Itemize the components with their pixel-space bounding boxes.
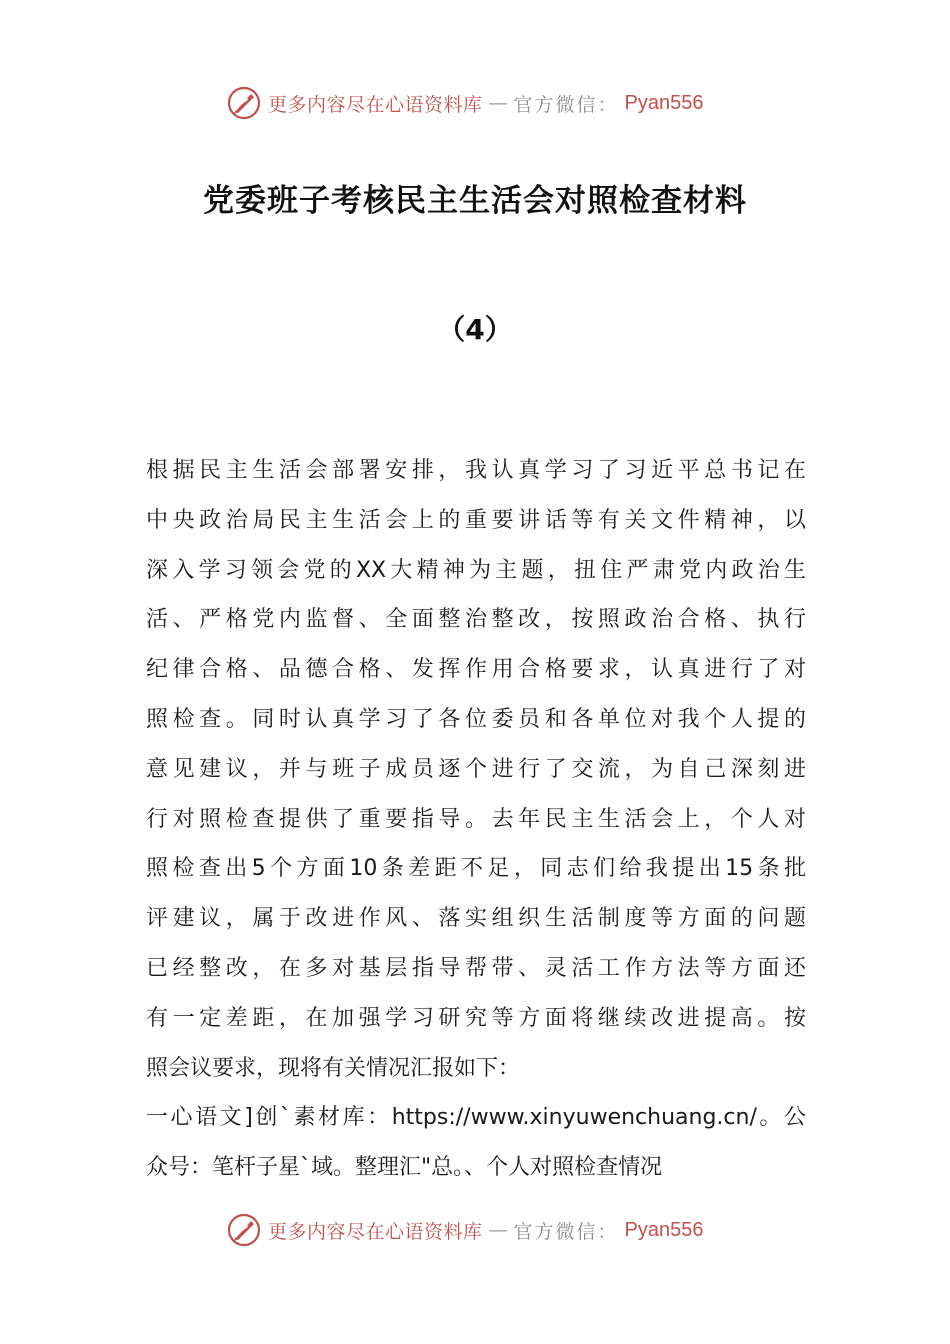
- banner-main-text: 更多内容尽在心语资料库: [268, 1220, 483, 1243]
- body-line: 有一定差距，在加强学习研究等方面将继续改进提高。按: [146, 1005, 806, 1031]
- banner-account-id: Pyan556: [624, 91, 704, 114]
- banner-separator: —: [488, 92, 508, 114]
- body-line: 照检查出5个方面10条差距不足，同志们给我提出15条批: [146, 856, 806, 882]
- body-line: 深入学习领会党的XX大精神为主题，扭住严肃党内政治生: [146, 557, 806, 583]
- footer-banner: [226, 1210, 704, 1250]
- body-line: 照会议要求，现将有关情况汇报如下：: [146, 1055, 521, 1081]
- body-line-link: 一心语文]创`素材库：https://www.xinyuwenchuang.cn/。公: [146, 1105, 806, 1131]
- banner-account-id: Pyan556: [624, 1218, 704, 1241]
- quill-logo-icon: [226, 1212, 262, 1248]
- body-line: 照检查。同时认真学习了各位委员和各单位对我个人提的: [146, 706, 806, 732]
- header-banner: [226, 83, 704, 123]
- banner-separator: —: [488, 1219, 508, 1241]
- body-line: 中央政治局民主生活会上的重要讲话等有关文件精神，以: [146, 507, 806, 533]
- banner-official-label: 官方微信：: [513, 93, 619, 116]
- body-line: 意见建议，并与班子成员逐个进行了交流，为自己深刻进: [146, 756, 806, 782]
- document-number: （4）: [437, 313, 513, 346]
- quill-logo-icon: [226, 85, 262, 121]
- banner-main-text: 更多内容尽在心语资料库: [268, 93, 483, 116]
- body-line: 已经整改，在多对基层指导帮带、灵活工作方法等方面还: [146, 955, 806, 981]
- body-line: 评建议，属于改进作风、落实组织生活制度等方面的问题: [146, 906, 806, 932]
- body-line: 活、严格党内监督、全面整治整改，按照政治合格、执行: [146, 607, 806, 633]
- document-title: 党委班子考核民主生活会对照检查材料: [203, 183, 747, 219]
- body-line: 纪律合格、品德合格、发挥作用合格要求，认真进行了对: [146, 657, 806, 683]
- body-line: 众号：笔杆子星`域。整理汇"总。、个人对照检查情况: [146, 1155, 663, 1181]
- body-line: 行对照检查提供了重要指导。去年民主生活会上，个人对: [146, 806, 806, 832]
- body-line: 根据民主生活会部署安排，我认真学习了习近平总书记在: [146, 458, 806, 483]
- document-body: [146, 446, 806, 1193]
- banner-official-label: 官方微信：: [513, 1220, 619, 1243]
